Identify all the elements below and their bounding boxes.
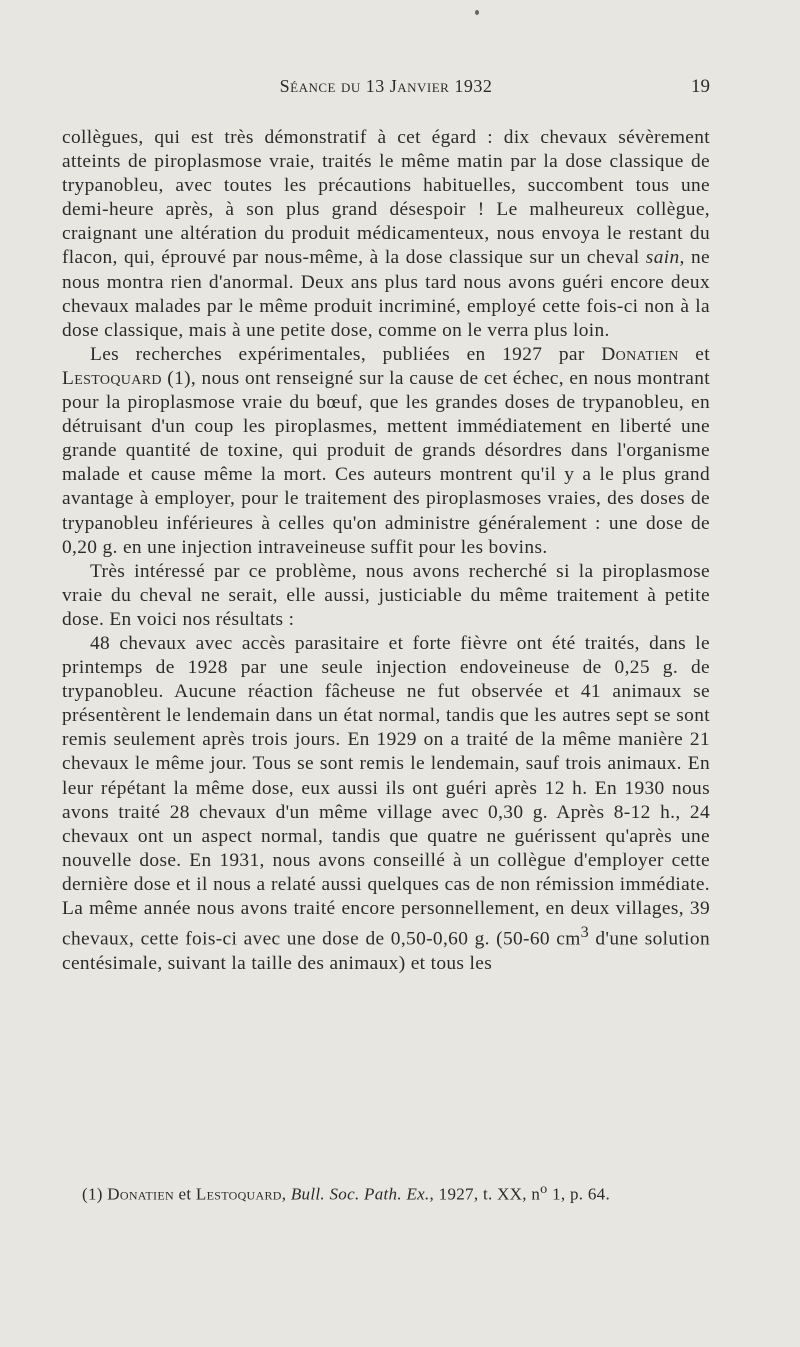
text-run: (1), nous ont renseigné sur la cause de cet échec, en nous montrant pour la piroplasmose vraie du bœuf, que les grandes doses de trypanobleu, en détruisant d'un coup les piroplasmes, mettent immédiatement en liberté une grande quantité de toxine, qui produit de grands désordres dans l'organisme malade et cause même la mort. Ces auteurs montrent qu'il y a le plus grand avantage à employer, pour le traitement des piroplasmoses vraies, des doses de trypanobleu inférieures à celles qu'on administre généralement : une dose de 0,20 g. en une injection intraveineuse suffit pour les bovins. [62, 367, 710, 558]
text-run: Les recherches expérimentales, publiées en 1927 par [90, 343, 602, 365]
running-header [62, 76, 710, 102]
text-run: , 1927, t. XX, n [429, 1184, 541, 1204]
text-sup: o [540, 1181, 548, 1197]
text-smallcaps: Donatien [601, 343, 679, 365]
paragraph [62, 632, 710, 976]
page-number: 19 [691, 76, 710, 97]
paragraph [62, 126, 710, 343]
text-run: et [678, 343, 710, 365]
text-sup: 3 [580, 924, 590, 942]
paragraph [62, 560, 710, 632]
text-italic: Bull. Soc. Path. Ex. [290, 1184, 430, 1204]
text-run: 1, p. 64. [547, 1184, 611, 1204]
text-run: 48 chevaux avec accès parasitaire et forte fièvre ont été traités, dans le printemps de 1928 par une seule injection endoveineuse de 0,25 g. de trypanobleu. Aucune réaction fâcheuse ne fut observée et 41 animaux se présentèrent le lendemain dans un état normal, tandis que les autres sept se sont remis seulement après trois jours. En 1929 on a traité de la même manière 21 chevaux le même jour. Tous se sont remis le lendemain, sauf trois animaux. En leur répétant la même dose, eux aussi ils ont guéri après 12 h. En 1930 nous avons traité 28 chevaux d'un même village avec 0,30 g. Après 8-12 h., 24 chevaux ont un aspect normal, tandis que quatre ne guérissent qu'après une nouvelle dose. En 1931, nous avons conseillé à un collègue d'employer cette dernière dose et il nous a relaté aussi quelques cas de non rémission immédiate. La même année nous avons traité encore personnellement, en deux villages, 39 chevaux, cette fois-ci avec une dose de 0,50-0,60 g. (50-60 cm [62, 632, 710, 950]
page-speck [475, 10, 479, 15]
text-smallcaps: Donatien [107, 1184, 174, 1204]
text-run: collègues, qui est très démonstratif à cet égard : dix chevaux sévèrement atteints de piroplasmose vraie, traités le même matin par la dose classique de trypanobleu, avec toutes les précautions habituelles, succombent tous une demi-heure après, à son plus grand désespoir ! Le malheureux collègue, craignant une altération du produit médicamenteux, nous envoya le restant du flacon, qui, éprouvé par nous-même, à la dose classique sur un cheval [62, 127, 710, 269]
running-title: Séance du 13 Janvier 1932 [279, 76, 493, 96]
text-run: et [173, 1184, 196, 1204]
paragraph [62, 343, 710, 560]
text-smallcaps: Lestoquard [62, 367, 162, 389]
text-run: , [281, 1184, 291, 1204]
text-run: (1) [82, 1184, 108, 1204]
text-run: d'une solution centésimale, suivant la taille des animaux) et tous les [62, 928, 710, 974]
text-smallcaps: Lestoquard [195, 1184, 282, 1204]
text-run: , ne nous montra rien d'anormal. Deux ans plus tard nous avons guéri encore deux chevaux malades par le même produit incriminé, employé cette fois-ci non à la dose classique, mais à une petite dose, comme on le verra plus loin. [62, 247, 710, 341]
text-italic: sain [645, 247, 680, 269]
footnote [62, 1178, 710, 1206]
text-run: Très intéressé par ce problème, nous avons recherché si la piroplasmose vraie du cheval ne serait, elle aussi, justiciable du même traitement à petite dose. En voici nos résultats : [62, 560, 710, 630]
body-text [62, 126, 710, 976]
